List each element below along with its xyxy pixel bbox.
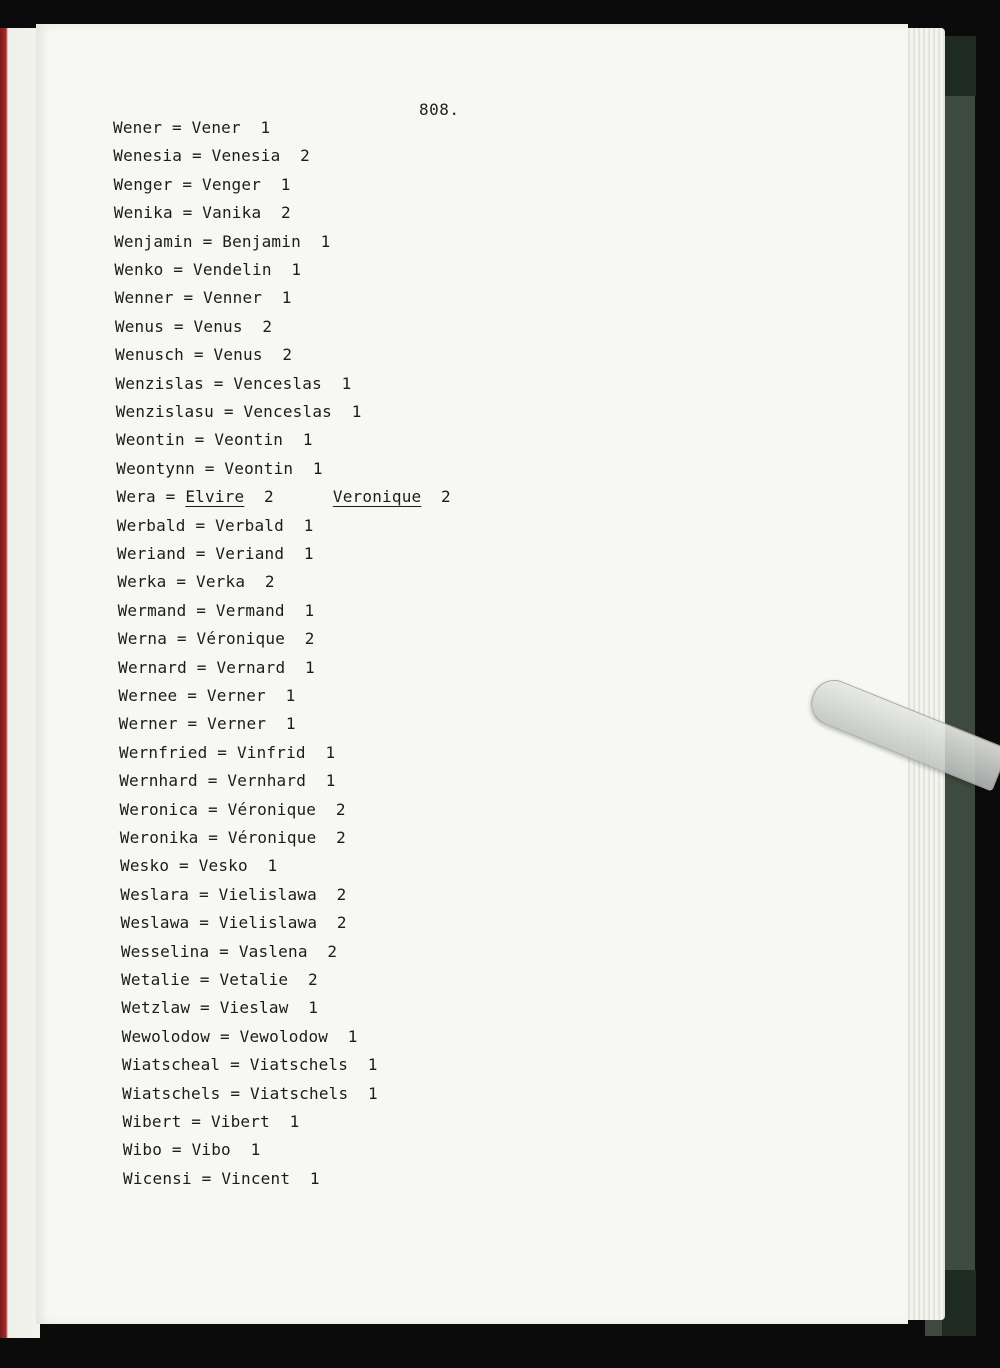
- entry-count: 1: [302, 430, 313, 450]
- entry-alt-count: 2: [441, 487, 451, 507]
- entry-row: Wiatscheal = Viatschels 1: [121, 1055, 378, 1075]
- entry-name: Wiatscheal: [121, 1055, 221, 1075]
- entry-name: Wesko: [120, 856, 170, 876]
- entry-count: 1: [308, 998, 319, 1018]
- entry-name: Werbald: [116, 515, 186, 535]
- entry-count: 1: [289, 1112, 300, 1131]
- entry-count: 1: [351, 402, 362, 421]
- entry-name: Weontin: [115, 430, 185, 450]
- entry-row: Wicensi = Vincent 1: [122, 1168, 320, 1188]
- entry-count: 1: [341, 373, 352, 393]
- entry-count: 1: [285, 714, 296, 734]
- entry-row: Wiatschels = Viatschels 1: [122, 1083, 378, 1103]
- entry-row: Werbald = Verbald 1: [116, 515, 314, 535]
- entry-name: Weslawa: [120, 913, 190, 933]
- entry-row: Wenko = Vendelin 1: [114, 260, 302, 279]
- entry-count: 2: [336, 913, 347, 933]
- entry-name: Weriand: [117, 544, 186, 563]
- entry-name: Wenner: [114, 288, 174, 308]
- entry-row: Wenner = Venner 1: [114, 288, 292, 308]
- entry-row: Weslawa = Vielislawa 2: [120, 913, 347, 933]
- entry-equivalent: Vener: [191, 118, 241, 137]
- entry-row: Werka = Verka 2: [117, 572, 275, 592]
- entry-equivalent: Veontin: [214, 430, 284, 450]
- entry-count: 1: [309, 1168, 320, 1188]
- entry-equivalent: Verner: [207, 714, 267, 734]
- entry-count: 1: [291, 260, 302, 279]
- entry-count: 2: [327, 941, 338, 961]
- entry-equivalent: Vernard: [216, 657, 286, 677]
- entry-count: 1: [303, 544, 314, 563]
- entry-equivalent: Vanika: [202, 203, 262, 223]
- cover-corner-bottom: [942, 1270, 976, 1336]
- entry-row: Wenusch = Venus 2: [115, 345, 293, 365]
- entry-name: Wernard: [118, 657, 187, 677]
- entry-equivalent: Vernhard: [227, 771, 307, 791]
- entry-count: 2: [280, 203, 291, 223]
- entry-row: Weontynn = Veontin 1: [116, 458, 323, 478]
- entry-count: 2: [307, 970, 318, 989]
- entry-row: Weronica = Véronique 2: [119, 799, 346, 819]
- entry-count: 1: [260, 118, 271, 137]
- entry-name: Wicensi: [122, 1168, 192, 1188]
- entry-equivalent: Benjamin: [222, 231, 301, 251]
- entry-row: Weriand = Veriand 1: [117, 544, 314, 563]
- entry-row: Werna = Véronique 2: [117, 629, 315, 649]
- entry-equivalent: Venus: [193, 316, 243, 336]
- entry-count: 1: [325, 742, 336, 762]
- entry-row: Wesko = Vesko 1: [120, 856, 278, 876]
- entry-row: Wetalie = Vetalie 2: [121, 970, 318, 989]
- entry-count: 1: [304, 657, 315, 677]
- entry-name: Wibert: [122, 1112, 182, 1131]
- entry-equivalent: Venceslas: [233, 373, 322, 393]
- entry-name: Weontynn: [116, 458, 195, 478]
- entry-name: Weronika: [119, 828, 199, 847]
- entry-count: 2: [300, 146, 310, 166]
- entry-row: Wenzislasu = Venceslas 1: [115, 402, 362, 421]
- entry-count: 1: [281, 288, 292, 308]
- entry-name: Wenesia: [113, 146, 183, 166]
- entry-name: Wenus: [114, 316, 165, 336]
- entry-count: 1: [367, 1055, 378, 1075]
- entry-row: Wetzlaw = Vieslaw 1: [121, 998, 319, 1018]
- entry-equivalent: Venger: [202, 174, 262, 194]
- entry-name: Wernhard: [119, 771, 198, 791]
- entry-equivalent: Verner: [206, 686, 266, 705]
- entry-row: Weslara = Vielislawa 2: [120, 884, 347, 904]
- entry-count: 1: [250, 1140, 261, 1160]
- entry-equivalent: Verka: [195, 572, 246, 592]
- entry-name: Wiatschels: [122, 1083, 221, 1103]
- entry-equivalent: Vendelin: [193, 260, 272, 279]
- page-stack-edge: [905, 28, 945, 1320]
- entry-row: Wener = Vener 1: [113, 118, 271, 137]
- entry-row: Weronika = Véronique 2: [119, 828, 346, 847]
- entry-row: Wenjamin = Benjamin 1: [114, 231, 331, 251]
- entry-equivalent: Viatschels: [250, 1083, 349, 1103]
- entry-row: Wermand = Vermand 1: [117, 600, 315, 620]
- entry-count: 1: [285, 686, 296, 705]
- entry-name: Wermand: [117, 600, 187, 620]
- entry-name: Wibo: [122, 1140, 163, 1160]
- entry-name: Wewolodow: [121, 1026, 211, 1046]
- entry-row: Weontin = Veontin 1: [115, 430, 313, 450]
- entry-count: 1: [303, 515, 314, 535]
- entry-equivalent: Veontin: [224, 458, 294, 478]
- page-number: 808.: [419, 100, 460, 119]
- entry-row: Wernee = Verner 1: [118, 686, 296, 705]
- entry-name: Wetzlaw: [121, 998, 191, 1018]
- entry-equivalent: Venus: [213, 345, 263, 365]
- entry-row: Wenika = Vanika 2: [113, 203, 291, 223]
- entry-count: 2: [264, 487, 274, 507]
- entry-equivalent: Venesia: [211, 146, 281, 166]
- entry-count: 2: [335, 799, 346, 819]
- entry-name: Wenzislas: [115, 373, 204, 393]
- entry-equivalent: Vaslena: [238, 941, 308, 961]
- entry-row: Wernhard = Vernhard 1: [119, 771, 336, 791]
- entry-equivalent: Vinfrid: [236, 742, 306, 762]
- entry-count: 1: [368, 1083, 378, 1103]
- entry-row: Wewolodow = Vewolodow 1: [121, 1026, 358, 1046]
- entry-name: Wenzislasu: [115, 402, 215, 421]
- entry-equivalent: Vesko: [198, 856, 248, 876]
- entry-name: Wesselina: [120, 941, 210, 961]
- entry-count: 2: [336, 828, 346, 847]
- entry-count: 2: [262, 316, 273, 336]
- entry-row: Wesselina = Vaslena 2: [120, 941, 338, 961]
- entry-name: Wenko: [114, 260, 164, 279]
- entry-count: 2: [282, 345, 293, 365]
- entry-equivalent: Vibert: [210, 1112, 270, 1131]
- document-page: [36, 24, 908, 1324]
- entry-name: Weronica: [119, 799, 199, 819]
- entry-count: 1: [320, 231, 331, 251]
- entry-equivalent: Vibo: [191, 1140, 231, 1160]
- entry-name: Weslara: [120, 884, 190, 904]
- entry-equivalent: Véronique: [227, 799, 317, 819]
- entry-equivalent: Verbald: [215, 515, 284, 535]
- entry-name: Wenjamin: [114, 231, 193, 251]
- entry-count: 1: [347, 1026, 358, 1046]
- entry-equivalent: Viatschels: [249, 1055, 349, 1075]
- entry-equivalent: Elvire: [185, 487, 245, 507]
- entry-equivalent: Véronique: [196, 629, 286, 649]
- entry-equivalent: Venner: [203, 288, 263, 308]
- entry-row: Wibert = Vibert 1: [122, 1112, 300, 1131]
- entry-count: 2: [264, 572, 275, 592]
- entry-name: Wetalie: [121, 970, 190, 989]
- cover-corner-top: [942, 36, 976, 96]
- entry-count: 2: [304, 629, 315, 649]
- entry-row: Wernard = Vernard 1: [118, 657, 315, 677]
- entry-row: Wera = Elvire 2 Veronique 2: [116, 487, 451, 507]
- entry-equivalent: Veriand: [215, 544, 285, 563]
- entry-name: Wernfried: [118, 742, 208, 762]
- entry-name: Werna: [117, 629, 168, 649]
- entry-name: Wenger: [113, 174, 173, 194]
- entry-row: Werner = Verner 1: [118, 714, 296, 734]
- entry-equivalent: Venceslas: [243, 402, 333, 421]
- entry-name: Wernee: [118, 686, 178, 705]
- entry-equivalent: Véronique: [227, 828, 317, 847]
- entry-count: 2: [336, 884, 347, 904]
- entry-count: 1: [304, 600, 315, 620]
- entry-equivalent: Vermand: [215, 600, 285, 620]
- entry-alt-equivalent: Veronique: [332, 487, 422, 507]
- entry-count: 1: [280, 174, 291, 194]
- entry-name: Wera: [116, 487, 156, 507]
- entry-name: Wenusch: [115, 345, 184, 365]
- entry-row: Wernfried = Vinfrid 1: [118, 742, 336, 762]
- entry-equivalent: Vetalie: [219, 970, 289, 989]
- entry-row: Wenus = Venus 2: [114, 316, 273, 336]
- entry-row: Wenesia = Venesia 2: [113, 146, 310, 166]
- entry-equivalent: Vewolodow: [239, 1026, 329, 1046]
- entry-equivalent: Vielislawa: [218, 884, 317, 904]
- entry-name: Wener: [113, 118, 163, 137]
- entry-row: Wenger = Venger 1: [113, 174, 291, 194]
- entry-count: 1: [267, 856, 278, 876]
- entry-name: Werka: [117, 572, 167, 592]
- entry-equivalent: Vielislawa: [218, 913, 318, 933]
- entry-row: Wenzislas = Venceslas 1: [115, 373, 352, 393]
- entry-equivalent: Vincent: [221, 1168, 291, 1188]
- entry-count: 1: [312, 458, 323, 478]
- entry-count: 1: [325, 771, 336, 791]
- entry-name: Werner: [118, 714, 178, 734]
- left-page-edge: [0, 28, 40, 1338]
- entry-equivalent: Vieslaw: [219, 998, 289, 1018]
- entry-row: Wibo = Vibo 1: [122, 1140, 261, 1160]
- entry-name: Wenika: [113, 203, 173, 223]
